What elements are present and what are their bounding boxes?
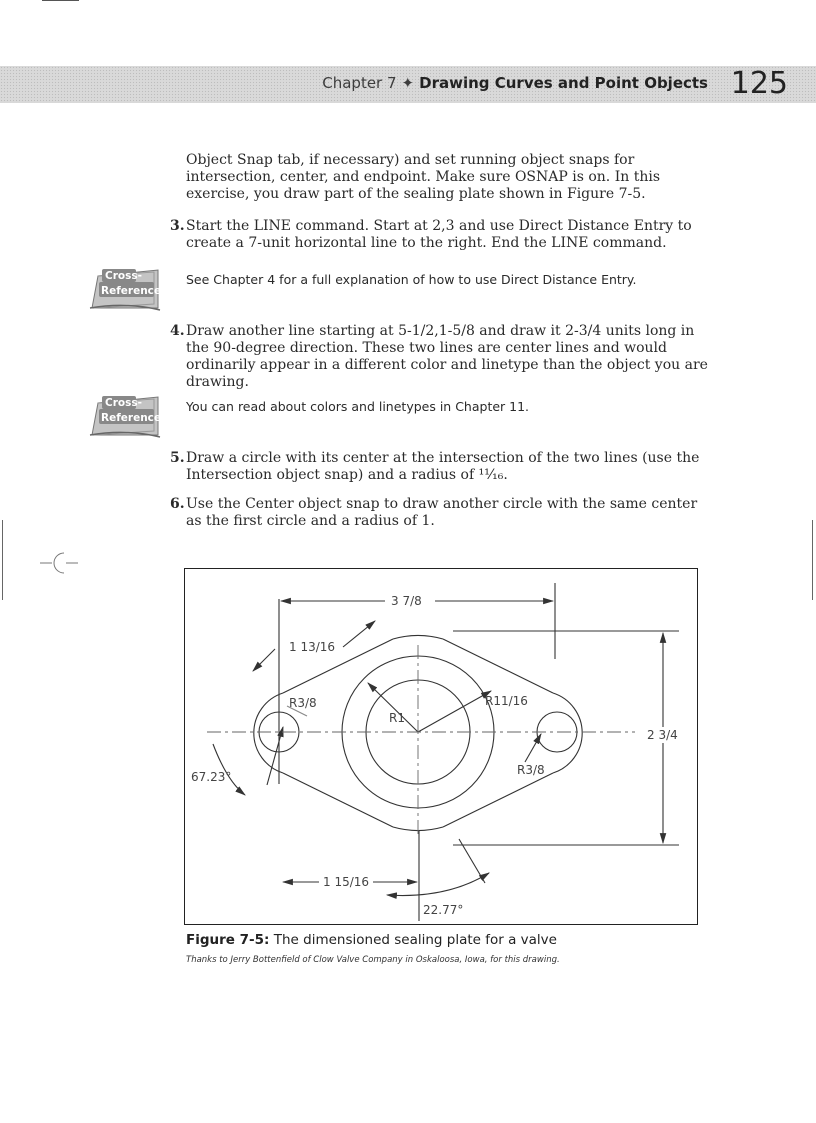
leader-line — [525, 734, 541, 762]
step-5 — [170, 450, 710, 484]
bottom-offset-label: 1 15/16 — [323, 875, 370, 889]
plate-outline — [393, 636, 443, 639]
cross-reference-note: You can read about colors and linetypes in Chapter 11. — [186, 399, 530, 414]
overall-width-label: 3 7/8 — [391, 594, 422, 608]
step-number: 5. — [170, 450, 185, 466]
plate-outline — [443, 773, 553, 827]
step-text: Start the LINE command. Start at 2,3 and use Direct Distance Entry to create a 7-unit horizontal line to the right. End the LINE command. — [186, 218, 692, 251]
outer-radius-label: R11/16 — [485, 694, 528, 708]
crop-mark — [42, 0, 79, 1]
extension-line — [459, 839, 485, 883]
cross-icon-top: Cross- — [105, 397, 142, 409]
cross-icon-top: Cross- — [105, 270, 142, 282]
step-text: Draw a circle with its center at the intersection of the two lines (use the Intersection object snap) and a radius of ¹¹⁄₁₆. — [186, 450, 700, 483]
cross-reference-icon — [88, 395, 162, 439]
step-6 — [170, 496, 710, 530]
chapter-title: Drawing Curves and Point Objects — [419, 74, 708, 92]
margin-rule-right — [812, 520, 813, 600]
leader-line — [418, 691, 491, 732]
caption-text: The dimensioned sealing plate for a valve — [273, 932, 557, 948]
step-number: 4. — [170, 323, 185, 339]
step-number: 3. — [170, 218, 185, 234]
cross-reference-note: See Chapter 4 for a full explanation of how to use Direct Distance Entry. — [186, 272, 637, 287]
cross-icon-bottom: Reference — [101, 285, 162, 297]
figure-7-5 — [184, 568, 698, 925]
angle-arc — [387, 873, 489, 896]
caption-label: Figure 7-5: — [186, 932, 270, 948]
step-text: Use the Center object snap to draw another circle with the same center as the first circle and a radius of 1. — [186, 496, 698, 529]
plate-outline — [283, 773, 393, 827]
inner-radius-label: R1 — [389, 711, 405, 725]
intro-paragraph: Object Snap tab, if necessary) and set running object snaps for intersection, center, and endpoint. Make sure OSNAP is on. In this exercise, you draw part of the sealing plate shown in Figure 7-5. — [186, 152, 661, 202]
bottom-angle-label: 22.77° — [423, 903, 464, 917]
figure-caption — [186, 931, 557, 949]
left-angle-label: 67.23° — [191, 770, 232, 784]
step-number: 6. — [170, 496, 185, 512]
sealing-plate-drawing — [185, 569, 699, 926]
leader-line — [343, 621, 375, 647]
leader-line — [253, 649, 275, 671]
chapter-label: Chapter 7 — [322, 74, 397, 92]
cross-reference-icon — [88, 268, 162, 312]
page-number: 125 — [730, 66, 788, 101]
height-label: 2 3/4 — [647, 728, 678, 742]
step-4 — [170, 323, 710, 391]
diamond-icon: ✦ — [401, 74, 415, 92]
leader-line — [267, 727, 283, 785]
step-text: Draw another line starting at 5-1/2,1-5/8 and draw it 2-3/4 units long in the 90-degree direction. These two lines are center lines and would ordinarily appear in a different color and linetype than the object you are drawing. — [186, 323, 708, 390]
figure-credit: Thanks to Jerry Bottenfield of Clow Valve Company in Oskaloosa, Iowa, for this drawing. — [186, 955, 560, 965]
margin-rule-left — [2, 520, 3, 600]
registration-mark-icon — [40, 548, 80, 578]
right-radius-label: R3/8 — [517, 763, 545, 777]
running-header — [322, 72, 708, 94]
plate-outline — [553, 693, 582, 773]
slant-length-label: 1 13/16 — [289, 640, 336, 654]
left-radius-label: R3/8 — [289, 696, 317, 710]
cross-icon-bottom: Reference — [101, 412, 162, 424]
step-3 — [170, 218, 710, 252]
plate-outline — [443, 639, 553, 693]
